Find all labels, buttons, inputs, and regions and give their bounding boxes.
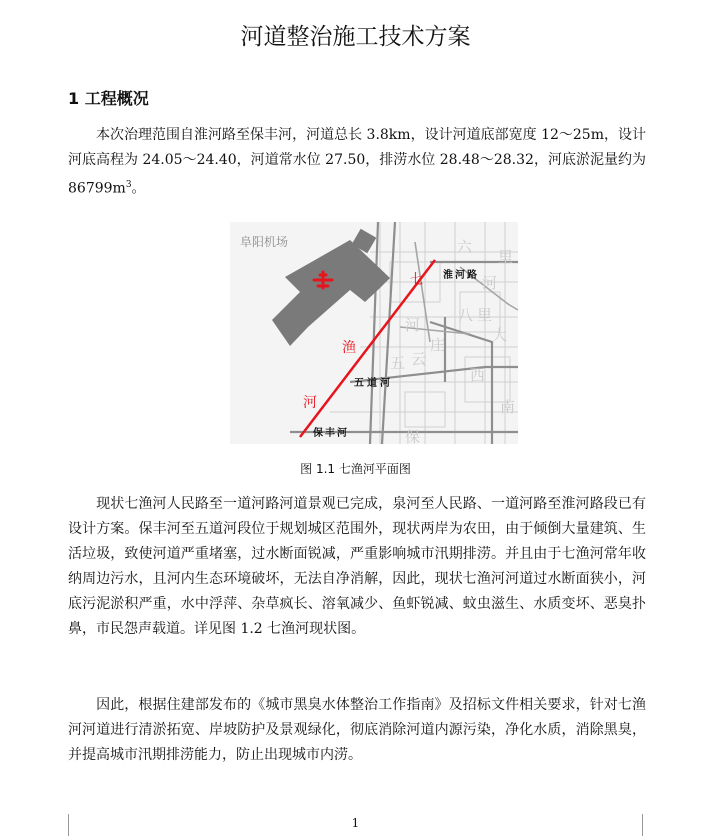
- superscript: 3: [125, 180, 132, 190]
- figure-caption: 图 1.1 七渔河平面图: [300, 462, 411, 476]
- map-bg-char: 庄: [430, 336, 446, 354]
- paragraph-1-text: 本次治理范围自淮河路至保丰河，河道总长 3.8km，设计河道底部宽度 12～25m，设计河底高程为 24.05～24.40，河道常水位 27.50，排涝水位 28.48～28.32，河底淤泥量约为 86799m: [68, 127, 646, 197]
- paragraph-2: [68, 492, 646, 642]
- map-bg-char: 河: [405, 316, 421, 334]
- document-title: 河道整治施工技术方案: [240, 24, 471, 50]
- map-bg-char: 五: [390, 354, 406, 372]
- road-label-baofeng: 保丰河: [313, 428, 349, 439]
- river-label-char: 七: [410, 272, 424, 288]
- map-bg-char: 云: [411, 350, 427, 368]
- paragraph-1: [68, 123, 646, 202]
- road-label-huaihe: 淮河路: [443, 270, 479, 281]
- paragraph-2-text: 现状七渔河人民路至一道河路河道景观已完成，泉河至人民路、一道河路至淮河路段已有设计方案。保丰河至五道河段位于规划城区范围外，现状两岸为农田，由于倾倒大量建筑、生活垃圾，致使河道严重堵塞，过水断面锐减，严重影响城市汛期排涝。并且由于七渔河常年收纳周边污水，且河内生态环境破坏，无法自净消解，因此，现状七渔河河道过水断面狭小，河底污泥淤积严重，水中浮萍、杂草疯长、溶氧减少、鱼虾锐减、蚊虫滋生、水质变坏、恶臭扑鼻，市民怨声载道。详见图 1.2 七渔河现状图。: [68, 496, 646, 637]
- map-bg-char: 八: [458, 306, 474, 324]
- airport-label: 阜阳机场: [240, 235, 289, 249]
- map-bg-char: 西: [470, 366, 486, 384]
- map-bg-char: 河: [482, 274, 498, 292]
- road-label-wudao: 五道河: [354, 378, 393, 389]
- paragraph-1-end: 。: [131, 180, 146, 197]
- map-bg-char: 六: [457, 238, 473, 256]
- river-plan-map: [230, 222, 518, 444]
- page-number: 1: [351, 816, 360, 830]
- map-bg-char: 南: [500, 398, 516, 416]
- river-label-char: 河: [303, 395, 317, 411]
- map-bg-char: 里: [477, 306, 493, 324]
- paragraph-3-text: 因此，根据住建部发布的《城市黑臭水体整治工作指南》及招标文件相关要求，针对七渔河河道进行清淤拓宽、岸坡防护及景观绿化，彻底消除河道内源污染，净化水质，消除黑臭，并提高城市汛期排涝能力，防止出现城市内涝。: [68, 697, 646, 763]
- map-bg-char: 里: [498, 248, 514, 266]
- section-heading: 1 工程概况: [68, 89, 149, 108]
- paragraph-3: [68, 693, 646, 768]
- map-bg-char: 大: [492, 326, 508, 344]
- river-label-char: 渔: [342, 340, 356, 356]
- map-bg-char: 保: [405, 428, 421, 444]
